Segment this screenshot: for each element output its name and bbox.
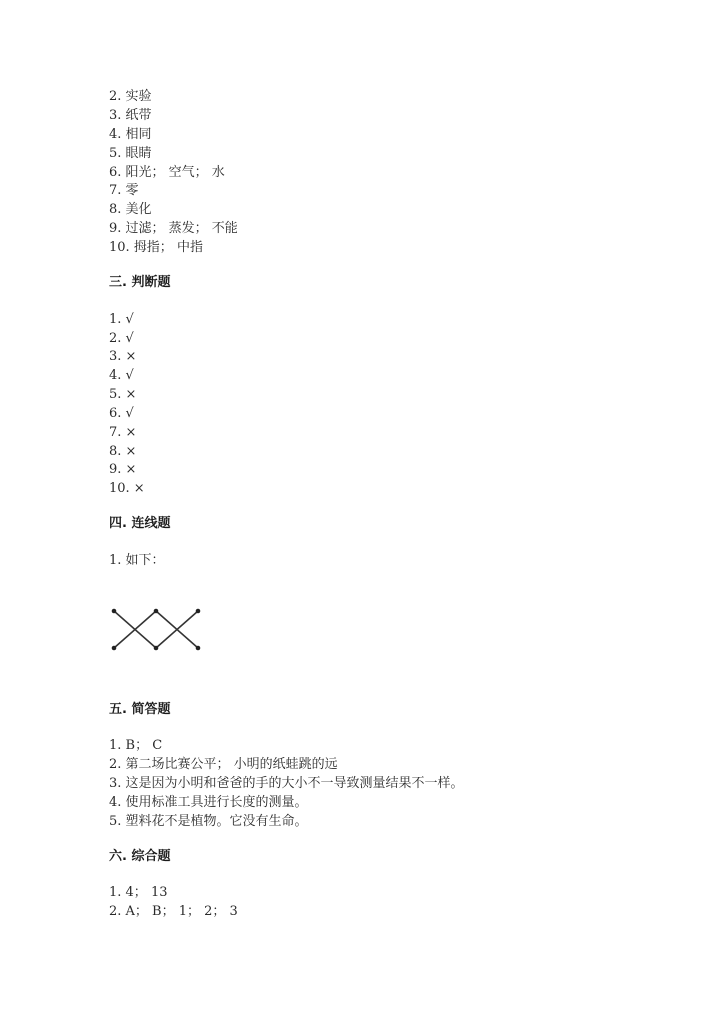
answer-line: 6. √: [109, 406, 134, 421]
answer-line: 4. 使用标准工具进行长度的测量。: [109, 795, 308, 810]
answer-line: 2. 第二场比赛公平； 小明的纸蛙跳的远: [109, 757, 338, 772]
section-heading-comprehensive: 六. 综合题: [109, 849, 171, 864]
answer-line: 2. A； B； 1； 2； 3: [109, 904, 238, 919]
node-dot: [112, 609, 117, 614]
answer-line: 8. ×: [109, 444, 137, 459]
node-dot: [154, 609, 159, 614]
answer-line: 7. 零: [109, 183, 139, 198]
section-heading-short-answer: 五. 简答题: [109, 702, 171, 717]
answer-line: 10. ×: [109, 481, 145, 496]
answer-line: 2. √: [109, 331, 134, 346]
section-heading-matching: 四. 连线题: [109, 516, 171, 531]
answer-line: 5. 塑料花不是植物。它没有生命。: [109, 814, 308, 829]
answer-line: 5. 眼睛: [109, 146, 152, 161]
matching-lines-diagram-icon: [106, 600, 206, 656]
node-dot: [196, 646, 201, 651]
answer-line: 3. 纸带: [109, 108, 152, 123]
answer-line: 1. 4； 13: [109, 885, 168, 900]
answer-line: 2. 实验: [109, 89, 152, 104]
answer-line: 10. 拇指； 中指: [109, 240, 203, 255]
answer-line: 3. 这是因为小明和爸爸的手的大小不一导致测量结果不一样。: [109, 776, 464, 791]
answer-line: 9. ×: [109, 462, 137, 477]
node-dot: [196, 609, 201, 614]
answer-line: 1. B； C: [109, 738, 163, 753]
answer-line: 1. 如下：: [109, 553, 165, 568]
answer-line: 5. ×: [109, 387, 137, 402]
answer-line: 9. 过滤； 蒸发； 不能: [109, 221, 238, 236]
answer-line: 3. ×: [109, 349, 137, 364]
answer-line: 1. √: [109, 312, 134, 327]
node-dot: [154, 646, 159, 651]
answer-line: 4. 相同: [109, 127, 152, 142]
answer-line: 8. 美化: [109, 202, 152, 217]
section-heading-judgement: 三. 判断题: [109, 275, 171, 290]
answer-line: 7. ×: [109, 425, 137, 440]
answer-line: 4. √: [109, 368, 134, 383]
node-dot: [112, 646, 117, 651]
answer-line: 6. 阳光； 空气； 水: [109, 165, 225, 180]
